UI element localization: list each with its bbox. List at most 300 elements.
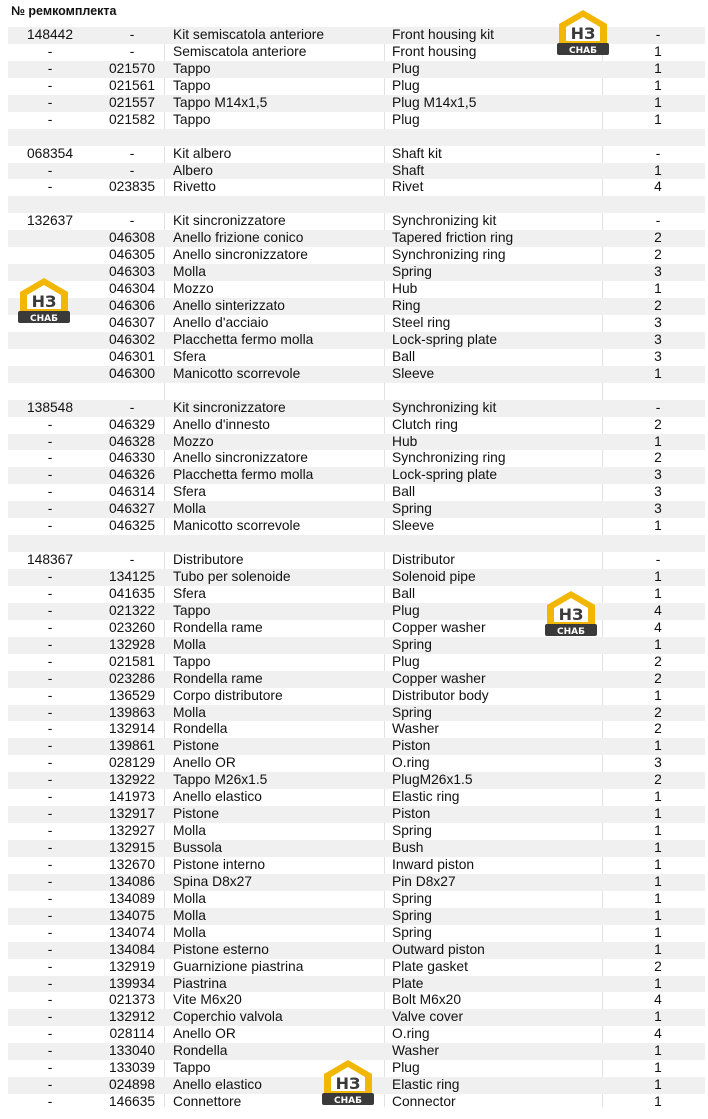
- quantity-cell: [611, 383, 705, 400]
- part-code-cell: 134075: [108, 907, 156, 923]
- kit-number-cell: -: [47, 721, 53, 737]
- part-code-cell: 141973: [108, 789, 156, 805]
- english-name-cell: Plug: [392, 77, 420, 93]
- part-code-cell: 046329: [108, 416, 156, 432]
- kit-number-cell: -: [47, 501, 53, 517]
- italian-name-cell: Pistone: [173, 738, 220, 754]
- part-code-cell: 132927: [108, 823, 156, 839]
- table-row: [8, 721, 705, 738]
- quantity-cell: 1: [654, 636, 662, 652]
- part-code-cell: -: [129, 213, 135, 229]
- table-row: [8, 366, 705, 383]
- table-row: [8, 400, 705, 417]
- part-code-cell: 046330: [108, 450, 156, 466]
- part-code-cell: 046307: [108, 314, 156, 330]
- kit-number-cell: [8, 366, 92, 383]
- kit-number-cell: -: [47, 653, 53, 669]
- kit-number-cell: -: [47, 1094, 53, 1110]
- italian-name-cell: Pistone interno: [173, 856, 266, 872]
- quantity-cell: 4: [654, 619, 662, 635]
- part-code-cell: 023260: [108, 619, 156, 635]
- kit-number-cell: 148442: [26, 27, 74, 42]
- kit-number-cell: -: [47, 840, 53, 855]
- english-name-cell: O.ring: [392, 1026, 430, 1042]
- part-code-cell: 132917: [108, 806, 156, 822]
- kit-number-cell: -: [47, 179, 53, 195]
- italian-name-cell: Anello OR: [173, 1026, 236, 1042]
- italian-name-cell: Molla: [173, 823, 206, 839]
- italian-name-cell: Guarnizione piastrina: [173, 958, 304, 974]
- english-name-cell: Rivet: [392, 179, 424, 195]
- table-row: [8, 349, 705, 366]
- english-name-cell: Ball: [392, 484, 416, 500]
- house-logo-icon: [557, 8, 609, 56]
- english-name-cell: Plate: [392, 975, 424, 991]
- table-row: [8, 112, 705, 129]
- kit-number-cell: -: [47, 958, 53, 974]
- part-code-cell: 028114: [109, 1026, 155, 1042]
- english-name-cell: Synchronizing kit: [392, 213, 497, 229]
- quantity-cell: 1: [654, 1009, 662, 1025]
- table-row: [8, 281, 705, 298]
- kit-number-cell: -: [47, 992, 53, 1008]
- quantity-cell: 4: [654, 602, 662, 618]
- english-name-cell: [392, 383, 610, 400]
- part-code-cell: 046314: [108, 484, 156, 500]
- italian-name-cell: Manicotto scorrevole: [173, 365, 301, 381]
- part-code-cell: 134074: [108, 924, 156, 940]
- table-row: [8, 230, 705, 247]
- kit-number-cell: [8, 196, 92, 213]
- table-row: [8, 552, 705, 569]
- kit-number-cell: -: [47, 806, 53, 822]
- part-code-cell: 021581: [108, 653, 156, 669]
- kit-number-cell: -: [47, 975, 53, 991]
- italian-name-cell: Anello d'acciaio: [173, 314, 269, 330]
- part-code-cell: 046302: [108, 331, 156, 347]
- english-name-cell: Steel ring: [392, 314, 451, 330]
- table-row: [8, 179, 705, 196]
- english-name-cell: Valve cover: [392, 1009, 464, 1025]
- part-code-cell: 139934: [108, 975, 156, 991]
- svg-text:СНАБ: СНАБ: [30, 314, 58, 324]
- table-row: [8, 772, 705, 789]
- italian-name-cell: Tappo: [173, 111, 211, 127]
- quantity-cell: 2: [654, 772, 662, 788]
- kit-number-cell: 132637: [26, 213, 74, 229]
- quantity-cell: 1: [654, 162, 662, 178]
- italian-name-cell: Rondella: [173, 721, 228, 737]
- kit-number-cell: -: [47, 907, 53, 923]
- italian-name-cell: Molla: [173, 704, 206, 720]
- italian-name-cell: Albero: [173, 162, 213, 178]
- table-row: [8, 332, 705, 349]
- italian-name-cell: Kit sincronizzatore: [173, 213, 286, 229]
- table-row: [8, 95, 705, 112]
- english-name-cell: Lock-spring plate: [392, 467, 498, 483]
- kit-number-cell: -: [47, 569, 53, 584]
- quantity-cell: -: [655, 552, 661, 568]
- english-name-cell: Distributor body: [392, 687, 489, 703]
- english-name-cell: Plug M14x1,5: [392, 94, 477, 110]
- english-name-cell: Ring: [392, 298, 421, 313]
- italian-name-cell: Anello sincronizzatore: [173, 450, 308, 466]
- english-name-cell: Spring: [392, 264, 432, 280]
- italian-name-cell: Rondella rame: [173, 670, 263, 686]
- italian-name-cell: Placchetta fermo molla: [173, 331, 314, 347]
- quantity-cell: 1: [654, 890, 662, 906]
- quantity-cell: 1: [654, 585, 662, 601]
- part-code-cell: [92, 129, 172, 146]
- italian-name-cell: Anello sincronizzatore: [173, 247, 308, 263]
- english-name-cell: O.ring: [392, 755, 430, 771]
- brand-logo: [557, 8, 609, 56]
- italian-name-cell: Bussola: [173, 840, 223, 855]
- quantity-cell: 1: [654, 365, 662, 381]
- kit-number-cell: 148367: [26, 552, 74, 568]
- quantity-cell: [611, 535, 705, 552]
- quantity-cell: 1: [654, 806, 662, 822]
- table-row: [8, 637, 705, 654]
- quantity-cell: 3: [654, 331, 662, 347]
- table-row: [8, 603, 705, 620]
- italian-name-cell: Manicotto scorrevole: [173, 518, 301, 534]
- part-code-cell: 146635: [108, 1094, 156, 1110]
- kit-number-cell: -: [47, 924, 53, 940]
- svg-text:СНАБ: СНАБ: [569, 46, 597, 56]
- english-name-cell: Bolt M6x20: [392, 992, 462, 1008]
- kit-number-cell: 138548: [26, 399, 74, 415]
- table-row: [8, 891, 705, 908]
- italian-name-cell: Molla: [173, 264, 206, 280]
- kit-number-cell: -: [47, 890, 53, 906]
- kit-number-cell: -: [47, 518, 53, 534]
- quantity-cell: 4: [654, 1026, 662, 1042]
- italian-name-cell: Pistone esterno: [173, 941, 269, 957]
- kit-number-cell: -: [47, 467, 53, 483]
- italian-name-cell: Anello d'innesto: [173, 416, 270, 432]
- italian-name-cell: [173, 535, 383, 552]
- table-row: [8, 569, 705, 586]
- italian-name-cell: Sfera: [173, 484, 206, 500]
- quantity-cell: 1: [654, 789, 662, 805]
- part-code-cell: 046300: [108, 365, 156, 381]
- quantity-cell: 1: [654, 60, 662, 76]
- italian-name-cell: Kit albero: [173, 145, 232, 161]
- kit-number-cell: -: [47, 433, 53, 449]
- english-name-cell: Spring: [392, 704, 432, 720]
- part-code-cell: 021570: [108, 60, 156, 76]
- english-name-cell: Ball: [392, 348, 416, 364]
- quantity-cell: 2: [654, 670, 662, 686]
- part-code-cell: 046304: [108, 281, 156, 297]
- quantity-cell: -: [655, 213, 661, 229]
- english-name-cell: Front housing: [392, 43, 477, 59]
- table-row: [8, 789, 705, 806]
- quantity-cell: 1: [654, 941, 662, 957]
- quantity-cell: 1: [654, 823, 662, 839]
- english-name-cell: Hub: [392, 433, 418, 449]
- brand-logo: [322, 1058, 374, 1106]
- part-code-cell: 023835: [108, 179, 156, 195]
- kit-number-cell: -: [47, 755, 53, 771]
- english-name-cell: Spring: [392, 823, 432, 839]
- italian-name-cell: Pistone: [173, 806, 220, 822]
- english-name-cell: Sleeve: [392, 365, 435, 381]
- table-row: [8, 806, 705, 823]
- kit-number-cell: -: [47, 636, 53, 652]
- part-code-cell: 139861: [108, 738, 156, 754]
- part-code-cell: 132919: [108, 958, 156, 974]
- table-row: [8, 467, 705, 484]
- italian-name-cell: Rivetto: [173, 179, 216, 195]
- quantity-cell: -: [655, 145, 661, 161]
- part-code-cell: [92, 196, 172, 213]
- quantity-cell: 1: [654, 873, 662, 889]
- italian-name-cell: Tappo M26x1.5: [173, 772, 268, 788]
- part-code-cell: [92, 535, 172, 552]
- kit-number-cell: -: [47, 789, 53, 805]
- english-name-cell: Inward piston: [392, 856, 475, 872]
- italian-name-cell: Rondella rame: [173, 619, 263, 635]
- english-name-cell: [392, 196, 610, 213]
- table-row: [8, 976, 705, 993]
- italian-name-cell: Distributore: [173, 552, 244, 568]
- english-name-cell: Connector: [392, 1094, 456, 1110]
- quantity-cell: 1: [654, 975, 662, 991]
- italian-name-cell: Tappo: [173, 602, 211, 618]
- english-name-cell: PlugM26x1.5: [392, 772, 473, 788]
- quantity-cell: -: [655, 399, 661, 415]
- table-row: [8, 925, 705, 942]
- svg-text:СНАБ: СНАБ: [334, 1096, 362, 1106]
- part-code-cell: 134084: [108, 941, 156, 957]
- quantity-cell: 2: [654, 721, 662, 737]
- part-code-cell: 023286: [108, 670, 156, 686]
- quantity-cell: 1: [654, 433, 662, 449]
- italian-name-cell: Placchetta fermo molla: [173, 467, 314, 483]
- english-name-cell: Spring: [392, 924, 432, 940]
- part-code-cell: 046303: [108, 264, 156, 280]
- italian-name-cell: Anello OR: [173, 755, 236, 771]
- italian-name-cell: Anello elastico: [173, 789, 262, 805]
- kit-number-cell: -: [47, 670, 53, 686]
- italian-name-cell: Molla: [173, 501, 206, 517]
- table-row: [8, 908, 705, 925]
- part-code-cell: 046301: [108, 348, 156, 364]
- kit-number-cell: [8, 383, 92, 400]
- kit-number-cell: -: [47, 94, 53, 110]
- table-row: [8, 840, 705, 857]
- part-code-cell: 132912: [108, 1009, 156, 1025]
- kit-number-cell: -: [47, 823, 53, 839]
- quantity-cell: 1: [654, 1094, 662, 1110]
- table-row: [8, 417, 705, 434]
- brand-logo: [545, 589, 597, 637]
- kit-number-cell: -: [47, 704, 53, 720]
- part-code-cell: 133040: [108, 1043, 156, 1059]
- italian-name-cell: Tappo: [173, 77, 211, 93]
- italian-name-cell: Molla: [173, 890, 206, 906]
- part-code-cell: 024898: [108, 1077, 156, 1093]
- svg-text:НЗ: НЗ: [335, 1074, 361, 1093]
- table-row: [8, 61, 705, 78]
- quantity-cell: 2: [654, 958, 662, 974]
- table-row: [8, 163, 705, 180]
- english-name-cell: Spring: [392, 636, 432, 652]
- italian-name-cell: Semiscatola anteriore: [173, 43, 307, 59]
- english-name-cell: Shaft: [392, 162, 425, 178]
- italian-name-cell: Vite M6x20: [173, 992, 242, 1008]
- kit-number-cell: -: [47, 1060, 53, 1076]
- part-code-cell: 136529: [108, 687, 156, 703]
- part-code-cell: 046305: [108, 247, 156, 263]
- table-row: [8, 383, 705, 400]
- quantity-cell: 3: [654, 348, 662, 364]
- quantity-cell: 4: [654, 992, 662, 1008]
- table-row: [8, 501, 705, 518]
- kit-number-cell: -: [47, 416, 53, 432]
- english-name-cell: Washer: [392, 721, 440, 737]
- quantity-cell: 1: [654, 1060, 662, 1076]
- part-code-cell: 132914: [108, 721, 156, 737]
- quantity-cell: 2: [654, 230, 662, 246]
- kit-number-cell: [8, 349, 92, 366]
- kit-number-cell: -: [47, 772, 53, 788]
- quantity-cell: 1: [654, 43, 662, 59]
- english-name-cell: Plug: [392, 111, 420, 127]
- italian-name-cell: Rondella: [173, 1043, 228, 1059]
- part-code-cell: 028129: [108, 755, 156, 771]
- table-row: [8, 671, 705, 688]
- part-code-cell: 132922: [108, 772, 156, 788]
- table-row: [8, 196, 705, 213]
- quantity-cell: 1: [654, 840, 662, 855]
- kit-number-cell: -: [47, 619, 53, 635]
- kit-number-cell: -: [47, 873, 53, 889]
- part-code-cell: -: [129, 145, 135, 161]
- italian-name-cell: Molla: [173, 907, 206, 923]
- table-row: [8, 450, 705, 467]
- english-name-cell: Clutch ring: [392, 416, 458, 432]
- english-name-cell: Solenoid pipe: [392, 569, 476, 584]
- part-code-cell: 134089: [108, 890, 156, 906]
- quantity-cell: 1: [654, 518, 662, 534]
- italian-name-cell: [173, 383, 383, 400]
- house-logo-icon: [545, 589, 597, 637]
- quantity-cell: 1: [654, 94, 662, 110]
- kit-number-cell: -: [47, 856, 53, 872]
- italian-name-cell: Tappo M14x1,5: [173, 94, 268, 110]
- italian-name-cell: Anello elastico: [173, 1077, 262, 1093]
- kit-number-cell: [8, 535, 92, 552]
- english-name-cell: [392, 129, 610, 146]
- table-row: [8, 738, 705, 755]
- quantity-cell: 1: [654, 687, 662, 703]
- svg-text:СНАБ: СНАБ: [557, 627, 585, 637]
- english-name-cell: Tapered friction ring: [392, 230, 514, 246]
- table-row: [8, 264, 705, 281]
- quantity-cell: 1: [654, 924, 662, 940]
- italian-name-cell: [173, 129, 383, 146]
- kit-number-cell: -: [47, 585, 53, 601]
- quantity-cell: 2: [654, 298, 662, 313]
- part-code-cell: 134086: [108, 873, 156, 889]
- parts-table: [8, 27, 705, 1111]
- kit-number-cell: -: [47, 602, 53, 618]
- part-code-cell: 132670: [108, 856, 156, 872]
- quantity-cell: 3: [654, 484, 662, 500]
- english-name-cell: Lock-spring plate: [392, 331, 498, 347]
- house-logo-icon: [322, 1058, 374, 1106]
- english-name-cell: Copper washer: [392, 670, 486, 686]
- house-logo-icon: [18, 276, 70, 324]
- part-code-cell: 132928: [108, 636, 156, 652]
- part-code-cell: -: [129, 43, 135, 59]
- english-name-cell: Spring: [392, 907, 432, 923]
- kit-number-cell: -: [47, 43, 53, 59]
- kit-number-cell: [8, 129, 92, 146]
- kit-number-cell: [8, 332, 92, 349]
- english-name-cell: Elastic ring: [392, 1077, 460, 1093]
- english-name-cell: Synchronizing kit: [392, 399, 497, 415]
- part-code-cell: 041635: [108, 585, 156, 601]
- table-row: [8, 315, 705, 332]
- quantity-cell: 2: [654, 704, 662, 720]
- table-row: [8, 213, 705, 230]
- quantity-cell: 2: [654, 247, 662, 263]
- part-code-cell: -: [129, 399, 135, 415]
- part-code-cell: 139863: [108, 704, 156, 720]
- part-code-cell: 021561: [108, 77, 156, 93]
- quantity-cell: 3: [654, 501, 662, 517]
- italian-name-cell: Corpo distributore: [173, 687, 283, 703]
- part-code-cell: 046326: [108, 467, 156, 483]
- kit-number-cell: [8, 230, 92, 247]
- part-code-cell: 046306: [108, 298, 156, 313]
- italian-name-cell: [173, 196, 383, 213]
- part-code-cell: 021322: [108, 602, 156, 618]
- part-code-cell: 021582: [108, 111, 156, 127]
- kit-number-cell: -: [47, 111, 53, 127]
- quantity-cell: 2: [654, 653, 662, 669]
- kit-number-cell: 068354: [26, 145, 74, 161]
- italian-name-cell: Mozzo: [173, 433, 214, 449]
- table-row: [8, 823, 705, 840]
- english-name-cell: Plug: [392, 1060, 420, 1076]
- english-name-cell: Washer: [392, 1043, 440, 1059]
- svg-text:НЗ: НЗ: [31, 292, 57, 311]
- english-name-cell: Ball: [392, 585, 416, 601]
- english-name-cell: Plug: [392, 60, 420, 76]
- english-name-cell: Sleeve: [392, 518, 435, 534]
- english-name-cell: Spring: [392, 501, 432, 517]
- italian-name-cell: Spina D8x27: [173, 873, 253, 889]
- italian-name-cell: Tappo: [173, 60, 211, 76]
- english-name-cell: Piston: [392, 806, 431, 822]
- table-row: [8, 992, 705, 1009]
- italian-name-cell: Piastrina: [173, 975, 227, 991]
- part-code-cell: -: [129, 27, 135, 42]
- part-code-cell: 046308: [108, 230, 156, 246]
- table-row: [8, 586, 705, 603]
- kit-number-cell: [8, 247, 92, 264]
- kit-number-cell: -: [47, 1043, 53, 1059]
- quantity-cell: 3: [654, 264, 662, 280]
- brand-logo: [18, 276, 70, 324]
- italian-name-cell: Anello sinterizzato: [173, 298, 285, 313]
- english-name-cell: Hub: [392, 281, 418, 297]
